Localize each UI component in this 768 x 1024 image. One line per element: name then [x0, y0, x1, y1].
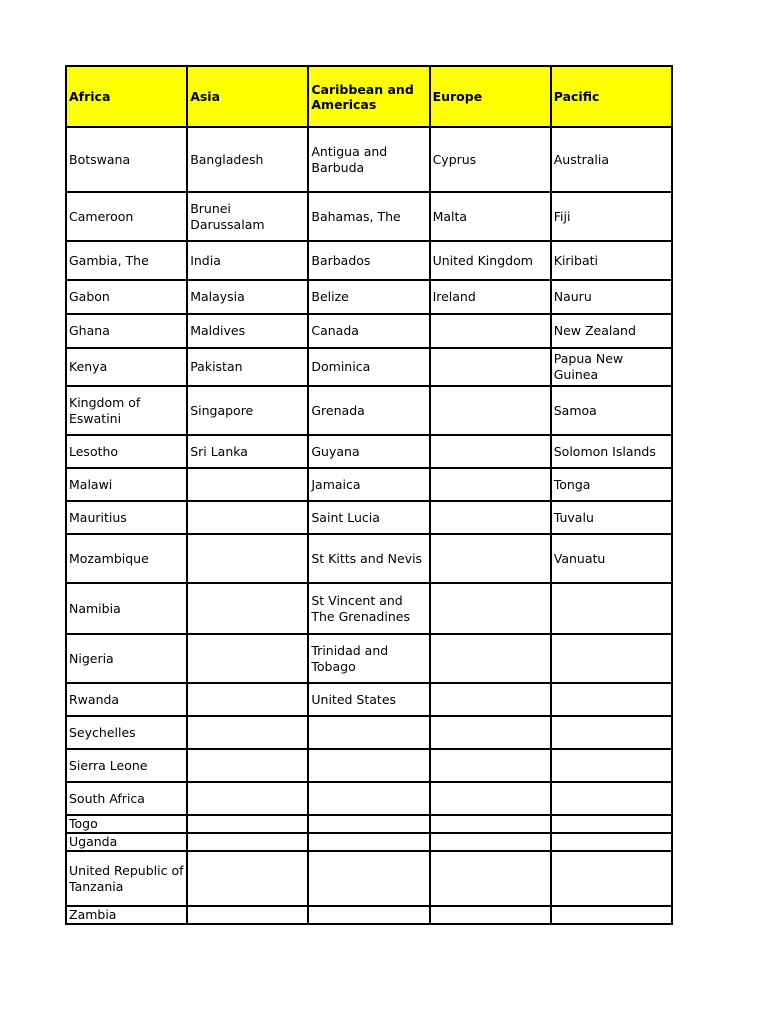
cell-europe [430, 348, 551, 386]
cell-caribbean-and-americas: Bahamas, The [308, 192, 429, 241]
cell-africa: Seychelles [66, 716, 187, 749]
cell-caribbean-and-americas: Belize [308, 280, 429, 314]
cell-pacific: Vanuatu [551, 534, 672, 583]
cell-pacific [551, 683, 672, 716]
cell-africa: Gambia, The [66, 241, 187, 280]
cell-asia [187, 833, 308, 851]
cell-africa: Namibia [66, 583, 187, 634]
cell-europe [430, 906, 551, 924]
country-region-table [65, 65, 673, 925]
table-row [66, 683, 672, 716]
table-row [66, 501, 672, 534]
cell-pacific [551, 851, 672, 906]
cell-caribbean-and-americas: Guyana [308, 435, 429, 468]
cell-europe: United Kingdom [430, 241, 551, 280]
cell-pacific: Solomon Islands [551, 435, 672, 468]
cell-europe [430, 534, 551, 583]
cell-pacific [551, 906, 672, 924]
cell-pacific: Papua New Guinea [551, 348, 672, 386]
cell-asia: Brunei Darussalam [187, 192, 308, 241]
cell-europe [430, 683, 551, 716]
cell-europe [430, 634, 551, 683]
cell-europe [430, 435, 551, 468]
header-africa: Africa [66, 66, 187, 127]
cell-asia: Singapore [187, 386, 308, 435]
cell-europe [430, 749, 551, 782]
cell-europe [430, 468, 551, 501]
cell-asia: Pakistan [187, 348, 308, 386]
table-row [66, 749, 672, 782]
cell-africa: Rwanda [66, 683, 187, 716]
cell-asia [187, 501, 308, 534]
cell-caribbean-and-americas: Jamaica [308, 468, 429, 501]
cell-africa: Kenya [66, 348, 187, 386]
cell-asia [187, 683, 308, 716]
cell-africa: Gabon [66, 280, 187, 314]
table-header [66, 66, 672, 127]
cell-asia [187, 851, 308, 906]
cell-pacific: Tuvalu [551, 501, 672, 534]
cell-europe [430, 501, 551, 534]
cell-caribbean-and-americas: St Kitts and Nevis [308, 534, 429, 583]
cell-caribbean-and-americas [308, 833, 429, 851]
cell-caribbean-and-americas: Canada [308, 314, 429, 348]
table-row [66, 435, 672, 468]
cell-asia: India [187, 241, 308, 280]
cell-caribbean-and-americas [308, 906, 429, 924]
table-row [66, 127, 672, 192]
cell-asia [187, 468, 308, 501]
cell-asia [187, 634, 308, 683]
cell-asia: Maldives [187, 314, 308, 348]
cell-pacific: Tonga [551, 468, 672, 501]
header-caribbean-and-americas: Caribbean and Americas [308, 66, 429, 127]
cell-pacific [551, 833, 672, 851]
header-europe: Europe [430, 66, 551, 127]
cell-asia [187, 583, 308, 634]
cell-caribbean-and-americas [308, 815, 429, 833]
header-row [66, 66, 672, 127]
cell-caribbean-and-americas: United States [308, 683, 429, 716]
cell-europe [430, 386, 551, 435]
cell-europe: Ireland [430, 280, 551, 314]
cell-caribbean-and-americas: Saint Lucia [308, 501, 429, 534]
cell-caribbean-and-americas [308, 782, 429, 815]
table-row [66, 716, 672, 749]
cell-africa: Togo [66, 815, 187, 833]
cell-europe [430, 716, 551, 749]
cell-asia [187, 716, 308, 749]
cell-europe [430, 782, 551, 815]
cell-pacific: Samoa [551, 386, 672, 435]
cell-africa: South Africa [66, 782, 187, 815]
cell-europe [430, 833, 551, 851]
table-row [66, 634, 672, 683]
cell-pacific: Australia [551, 127, 672, 192]
cell-africa: Botswana [66, 127, 187, 192]
cell-africa: United Republic of Tanzania [66, 851, 187, 906]
cell-caribbean-and-americas: Trinidad and Tobago [308, 634, 429, 683]
cell-europe [430, 314, 551, 348]
cell-europe [430, 851, 551, 906]
table-row [66, 851, 672, 906]
cell-asia [187, 815, 308, 833]
cell-caribbean-and-americas: Grenada [308, 386, 429, 435]
table-row [66, 386, 672, 435]
table-row [66, 782, 672, 815]
table-row [66, 583, 672, 634]
table-row [66, 906, 672, 924]
cell-pacific [551, 716, 672, 749]
cell-africa: Malawi [66, 468, 187, 501]
header-pacific: Pacific [551, 66, 672, 127]
cell-pacific [551, 749, 672, 782]
cell-asia: Bangladesh [187, 127, 308, 192]
cell-europe: Malta [430, 192, 551, 241]
cell-asia [187, 782, 308, 815]
table-body [66, 127, 672, 924]
table-row [66, 348, 672, 386]
cell-europe: Cyprus [430, 127, 551, 192]
table-row [66, 280, 672, 314]
cell-africa: Uganda [66, 833, 187, 851]
table-row [66, 833, 672, 851]
cell-africa: Mozambique [66, 534, 187, 583]
cell-africa: Sierra Leone [66, 749, 187, 782]
cell-europe [430, 815, 551, 833]
cell-pacific [551, 815, 672, 833]
table-row [66, 241, 672, 280]
cell-africa: Nigeria [66, 634, 187, 683]
cell-caribbean-and-americas [308, 749, 429, 782]
table-row [66, 468, 672, 501]
cell-pacific: New Zealand [551, 314, 672, 348]
cell-asia [187, 749, 308, 782]
table-row [66, 534, 672, 583]
cell-asia [187, 906, 308, 924]
table-row [66, 314, 672, 348]
cell-africa: Ghana [66, 314, 187, 348]
cell-europe [430, 583, 551, 634]
cell-pacific [551, 634, 672, 683]
cell-africa: Kingdom of Eswatini [66, 386, 187, 435]
cell-africa: Zambia [66, 906, 187, 924]
table-row [66, 192, 672, 241]
cell-caribbean-and-americas: Dominica [308, 348, 429, 386]
cell-caribbean-and-americas [308, 716, 429, 749]
cell-pacific [551, 583, 672, 634]
cell-africa: Mauritius [66, 501, 187, 534]
cell-pacific: Fiji [551, 192, 672, 241]
cell-pacific: Kiribati [551, 241, 672, 280]
cell-asia [187, 534, 308, 583]
cell-asia: Sri Lanka [187, 435, 308, 468]
table-row [66, 815, 672, 833]
cell-africa: Cameroon [66, 192, 187, 241]
header-asia: Asia [187, 66, 308, 127]
cell-africa: Lesotho [66, 435, 187, 468]
cell-pacific: Nauru [551, 280, 672, 314]
cell-pacific [551, 782, 672, 815]
cell-asia: Malaysia [187, 280, 308, 314]
cell-caribbean-and-americas [308, 851, 429, 906]
cell-caribbean-and-americas: Antigua and Barbuda [308, 127, 429, 192]
cell-caribbean-and-americas: Barbados [308, 241, 429, 280]
cell-caribbean-and-americas: St Vincent and The Grenadines [308, 583, 429, 634]
